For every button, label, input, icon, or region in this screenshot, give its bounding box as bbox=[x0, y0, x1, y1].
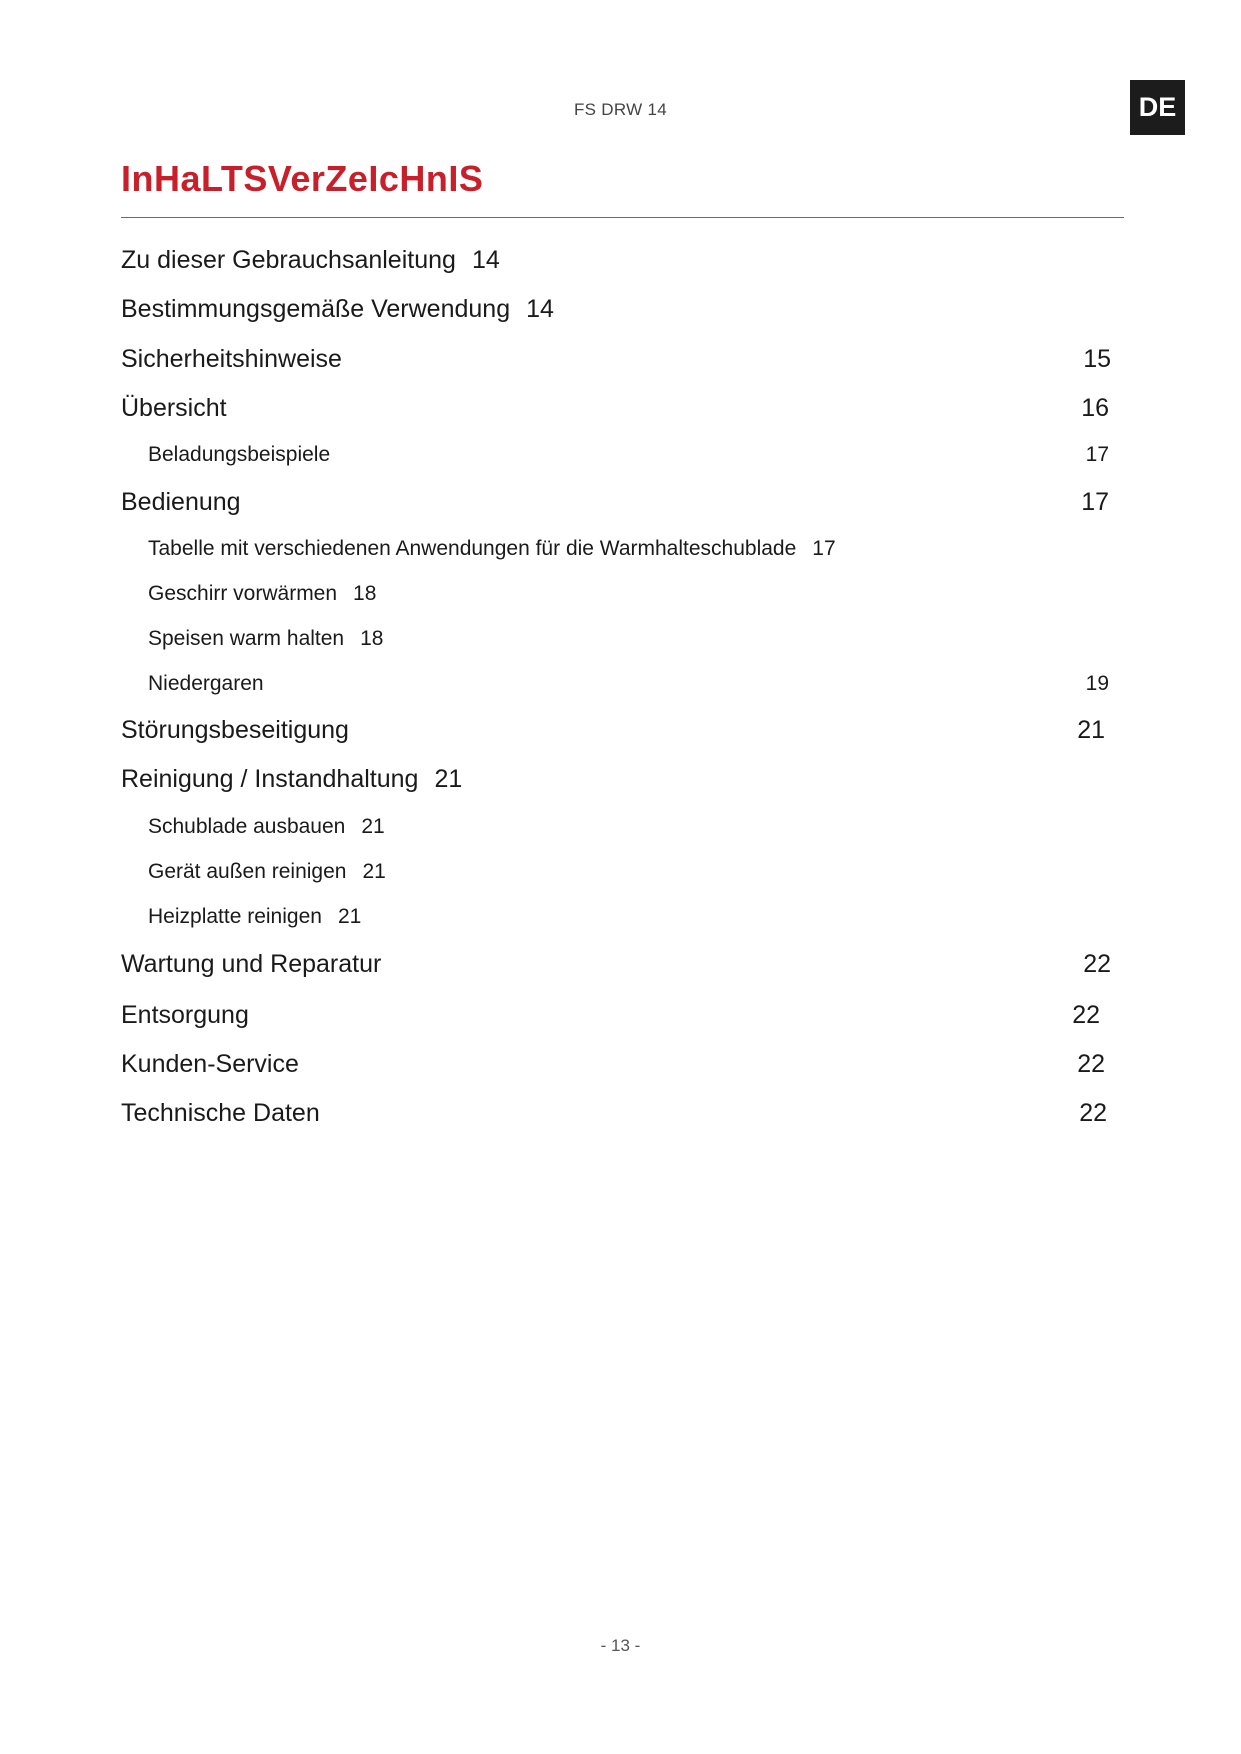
toc-entry-label: Beladungsbeispiele bbox=[148, 443, 331, 466]
toc-entry-page: 14 bbox=[471, 246, 500, 274]
toc-entry-label: Entsorgung bbox=[121, 1001, 249, 1029]
toc-entry-label: Heizplatte reinigen bbox=[148, 905, 322, 928]
toc-entry-page: 15 bbox=[1083, 345, 1111, 373]
toc-subentry-geschirr-vorwaermen[interactable] bbox=[148, 582, 376, 606]
toc-entry-page: 21 bbox=[1077, 716, 1105, 744]
toc-entry-label: Niedergaren bbox=[148, 672, 264, 695]
toc-entry-page: 21 bbox=[434, 765, 463, 793]
toc-entry-page: 21 bbox=[362, 860, 386, 883]
toc-entry-page: 14 bbox=[526, 295, 554, 323]
toc-entry-page: 22 bbox=[1077, 1050, 1105, 1078]
toc-entry-uebersicht[interactable] bbox=[121, 394, 227, 423]
toc-entry-page: 17 bbox=[1085, 443, 1109, 466]
toc-entry-label: Schublade ausbauen bbox=[148, 815, 346, 838]
toc-entry-label: Kunden-Service bbox=[121, 1050, 299, 1078]
toc-subentry-niedergaren[interactable] bbox=[148, 672, 264, 696]
toc-subentry-geraet-aussen-reinigen[interactable] bbox=[148, 860, 386, 884]
toc-subentry-beladungsbeispiele[interactable] bbox=[148, 443, 330, 467]
toc-entry-label: Speisen warm halten bbox=[148, 627, 345, 650]
toc-entry-label: Sicherheitshinweise bbox=[121, 345, 342, 373]
toc-entry-label: Wartung und Reparatur bbox=[121, 950, 382, 978]
document-model-header: FS DRW 14 bbox=[573, 100, 668, 119]
toc-entry-page: 22 bbox=[1072, 1001, 1100, 1029]
toc-entry-sicherheitshinweise[interactable] bbox=[121, 345, 342, 374]
toc-entry-page: 18 bbox=[353, 582, 377, 605]
toc-entry-label: Bedienung bbox=[121, 488, 241, 516]
toc-entry-wartung-reparatur[interactable] bbox=[121, 950, 381, 979]
toc-entry-verwendung[interactable] bbox=[121, 295, 554, 324]
toc-entry-page: 21 bbox=[337, 905, 362, 928]
toc-entry-page: 17 bbox=[1081, 488, 1109, 516]
toc-subentry-speisen-warm-halten[interactable] bbox=[148, 627, 383, 651]
toc-entry-label: Bestimmungsgemäße Verwendung bbox=[121, 295, 511, 323]
toc-entry-page: 22 bbox=[1083, 950, 1111, 978]
toc-entry-gebrauchsanleitung[interactable] bbox=[121, 246, 500, 275]
toc-subentry-tabelle[interactable] bbox=[148, 537, 836, 561]
toc-entry-page: 18 bbox=[360, 627, 384, 650]
toc-entry-bedienung[interactable] bbox=[121, 488, 241, 517]
language-badge: DE bbox=[1130, 80, 1185, 135]
toc-entry-label: Geschirr vorwärmen bbox=[148, 582, 338, 605]
toc-entry-page: 17 bbox=[812, 537, 836, 560]
toc-entry-page: 22 bbox=[1079, 1099, 1107, 1127]
toc-entry-label: Zu dieser Gebrauchsanleitung bbox=[121, 246, 456, 274]
toc-entry-page: 21 bbox=[361, 815, 385, 838]
toc-entry-stoerungsbeseitigung[interactable] bbox=[121, 716, 349, 745]
toc-entry-label: Technische Daten bbox=[121, 1099, 320, 1127]
toc-entry-label: Reinigung / Instandhaltung bbox=[121, 765, 419, 793]
toc-subentry-heizplatte-reinigen[interactable] bbox=[148, 905, 361, 929]
toc-subentry-schublade-ausbauen[interactable] bbox=[148, 815, 385, 839]
toc-entry-reinigung[interactable] bbox=[121, 765, 462, 794]
toc-entry-technische-daten[interactable] bbox=[121, 1099, 320, 1128]
toc-entry-kunden-service[interactable] bbox=[121, 1050, 299, 1079]
toc-entry-label: Störungsbeseitigung bbox=[121, 716, 349, 744]
title-divider bbox=[121, 217, 1124, 218]
toc-entry-page: 16 bbox=[1081, 394, 1109, 422]
toc-entry-label: Gerät außen reinigen bbox=[148, 860, 347, 883]
toc-entry-label: Übersicht bbox=[121, 394, 227, 422]
toc-entry-page: 19 bbox=[1085, 672, 1109, 695]
toc-entry-entsorgung[interactable] bbox=[121, 1001, 249, 1030]
page-title: InHaLTSVerZeIcHnIS bbox=[121, 158, 484, 199]
toc-entry-label: Tabelle mit verschiedenen Anwendungen für die Warmhalteschublade bbox=[148, 537, 797, 560]
page-number: - 13 - bbox=[600, 1636, 641, 1655]
